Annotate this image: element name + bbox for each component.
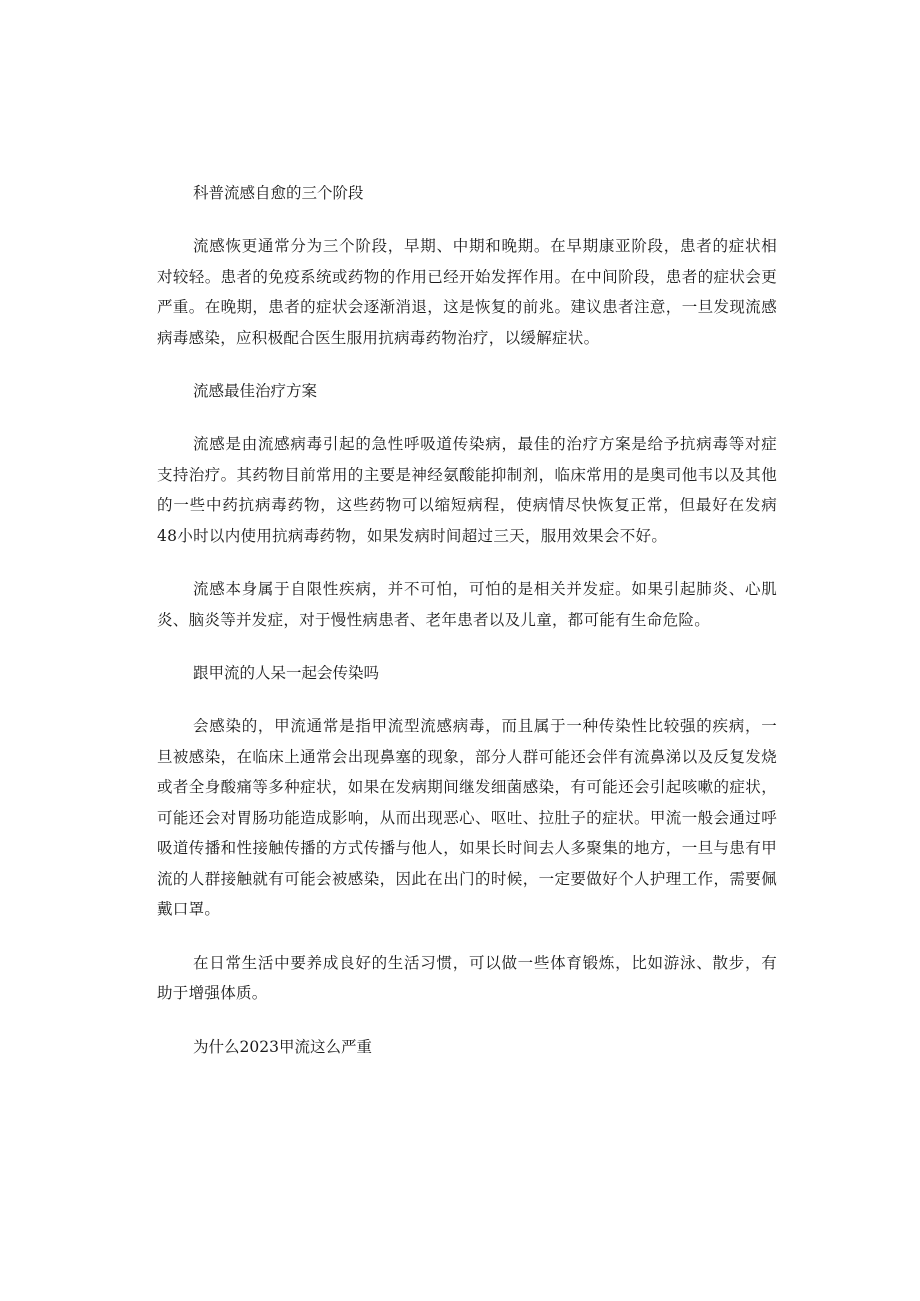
paragraph-contagion-details: 会感染的，甲流通常是指甲流型流感病毒，而且属于一种传染性比较强的疾病，一旦被感染，在临床上通常会出现鼻塞的现象，部分人群可能还会伴有流鼻涕以及反复发烧或者全身酸痛等多种症状，如果在发病期间继发细菌感染，有可能还会引起咳嗽的症状，可能还会对胃肠功能造成影响，从而出现恶心、呕吐、拉肚子的症状。甲流一般会通过呼吸道传播和性接触传播的方式传播与他人，如果长时间去人多聚集的地方，一旦与患有甲流的人群接触就有可能会被感染，因此在出门的时候，一定要做好个人护理工作，需要佩戴口罩。 xyxy=(157,717,777,918)
section-heading-contagion: 跟甲流的人呆一起会传染吗 xyxy=(193,664,380,682)
section-heading-2023-severity: 为什么2023甲流这么严重 xyxy=(193,1037,372,1056)
paragraph-recovery-stages: 流感恢更通常分为三个阶段，早期、中期和晚期。在早期康亚阶段，患者的症状相对较轻。患者的免疫系统或药物的作用已经开始发挥作用。在中间阶段，患者的症状会更严重。在晚期，患者的症状会逐渐消退，这是恢复的前兆。建议患者注意，一旦发现流感病毒感染，应积极配合医生服用抗病毒药物治疗，以缓解症状。 xyxy=(157,237,777,347)
paragraph-complications: 流感本身属于自限性疾病，并不可怕，可怕的是相关并发症。如果引起肺炎、心肌炎、脑炎等并发症，对于慢性病患者、老年患者以及儿童，都可能有生命危险。 xyxy=(157,580,777,629)
paragraph-treatment-plan: 流感是由流感病毒引起的急性呼吸道传染病，最佳的治疗方案是给予抗病毒等对症支持治疗。其药物目前常用的主要是神经氨酸能抑制剂，临床常用的是奥司他韦以及其他的一些中药抗病毒药物，这些药物可以缩短病程，使病情尽快恢复正常，但最好在发病48小时以内使用抗病毒药物，如果发病时间超过三天，服用效果会不好。 xyxy=(157,435,777,545)
paragraph-healthy-habits: 在日常生活中要养成良好的生活习惯，可以做一些体育锻炼，比如游泳、散步，有助于增强体质。 xyxy=(157,953,777,1002)
section-heading-treatment: 流感最佳治疗方案 xyxy=(193,382,318,400)
section-heading-self-healing: 科普流感自愈的三个阶段 xyxy=(193,184,364,202)
document-body xyxy=(157,178,777,1085)
